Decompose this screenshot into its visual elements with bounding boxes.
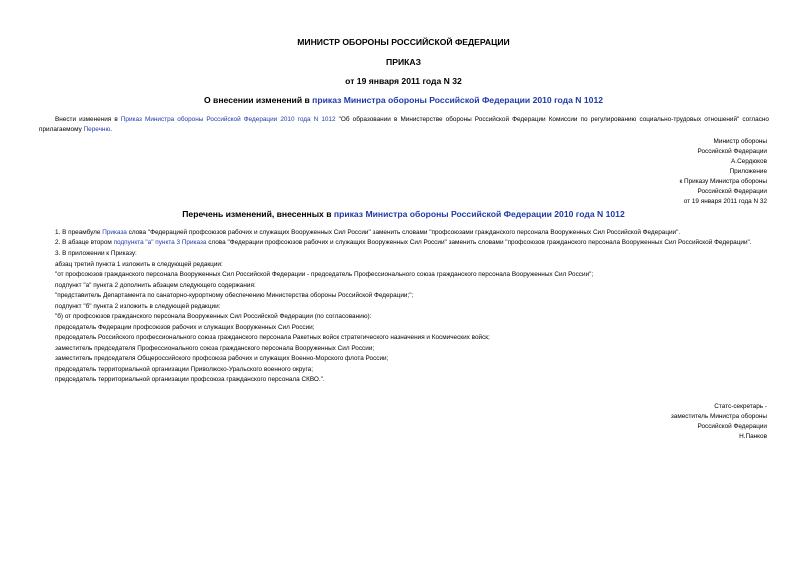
intro-order-link[interactable]: Приказ Министра обороны Российской Федерации 2010 года N 1012 [120, 116, 336, 123]
date-number-heading: от 19 января 2011 года N 32 [345, 76, 462, 86]
item-3 [39, 249, 769, 386]
item-2 [39, 238, 769, 248]
item3-line: подпункт "б" пункта 2 изложить в следующей редакции: [55, 302, 221, 310]
item3-line: председатель территориальной организации Приволжско-Уральского военного округа; [55, 365, 314, 373]
order-title-link[interactable]: приказ Министра обороны Российской Федерации 2010 года N 1012 [312, 95, 604, 105]
item3-line: "от профсоюзов гражданского персонала Вооруженных Сил Российской Федерации - председатель Профессионального союза гражданского персонала Вооруженных Сил России"; [55, 271, 594, 278]
signature1-line-3: А.Сердюков [731, 158, 767, 165]
intro-text-3: . [110, 126, 113, 133]
item3-line: председатель Федерации профсоюзов рабочих и служащих Вооруженных Сил России; [55, 323, 315, 331]
intro-paragraph [39, 115, 769, 135]
item2-order-link[interactable]: Приказа [181, 239, 207, 246]
item2-subclause-link[interactable]: подпункта "а" пункта 3 [113, 239, 181, 246]
signature1-line-1: Министр обороны [713, 138, 767, 145]
item1-order-link[interactable]: Приказа [102, 229, 127, 236]
minister-heading: МИНИСТР ОБОРОНЫ РОССИЙСКОЙ ФЕДЕРАЦИИ [297, 37, 510, 47]
item3-line: председатель территориальной организации профсоюза гражданского персонала СКВО.". [55, 376, 325, 383]
item3-line: 3. В приложении к Приказу: [55, 250, 137, 257]
intro-list-link[interactable]: Перечню [83, 126, 111, 133]
item1-text-1: 1. В преамбуле [55, 229, 103, 236]
signature2-line-3: Российской Федерации [697, 423, 767, 430]
appendix-line-2: к Приказу Министра обороны [679, 178, 767, 185]
order-title [0, 95, 807, 106]
deputy-signature [507, 402, 767, 442]
appendix-line-3: Российской Федерации [697, 188, 767, 195]
item-1 [39, 228, 769, 238]
signature2-line-1: Статс-секретарь - [714, 403, 767, 410]
changes-list [39, 228, 769, 386]
order-title-prefix: О внесении изменений в [203, 95, 313, 105]
item3-line: заместитель председателя Общероссийского профсоюза рабочих и служащих Военно-Морского флота России; [55, 355, 389, 362]
item2-text-2: слова "Федерации профсоюзов рабочих и служащих Вооруженных Сил России" заменить словами "профсоюзов гражданского персонала Вооруженных Сил Российской Федерации". [206, 239, 752, 246]
item2-text-1: 2. В абзаце втором [55, 239, 114, 246]
item3-line: подпункт "а" пункта 2 дополнить абзацем следующего содержания: [55, 281, 256, 289]
list-title-prefix: Перечень изменений, внесенных в [182, 209, 334, 219]
list-title-link[interactable]: приказ Министра обороны Российской Федерации 2010 года N 1012 [333, 209, 625, 219]
intro-text-2: "Об образовании в Министерстве обороны Российской Федерации Комиссии по регулированию социально-трудовых отношений" согласно прилагаемому [39, 116, 769, 133]
item3-line: абзац третий пункта 1 изложить в следующей редакции: [55, 260, 223, 268]
signature1-line-2: Российской Федерации [697, 148, 767, 155]
signature2-line-2: заместитель Министра обороны [670, 413, 767, 420]
item3-line: председатель Российского профессионального союза гражданского персонала Ракетных войск стратегического назначения и Космических войск; [55, 334, 490, 341]
intro-text-1: Внести изменения в [55, 116, 121, 123]
minister-signature [507, 137, 767, 207]
doc-type-heading: ПРИКАЗ [386, 57, 421, 67]
item3-line: "б) от профсоюзов гражданского персонала Вооруженных Сил Российской Федерации (по согласованию): [55, 313, 372, 320]
intro-text [39, 115, 769, 135]
appendix-line-4: от 19 января 2011 года N 32 [683, 198, 767, 205]
item3-line: заместитель председателя Профессионального союза гражданского персонала Вооруженных Сил России; [55, 344, 375, 352]
item1-text-2: слова "Федерацией профсоюзов рабочих и служащих Вооруженных Сил России" заменить словами "профсоюзами гражданского персонала Вооруженных Сил Российской Федерации". [126, 229, 681, 236]
appendix-line-1: Приложение [729, 168, 767, 175]
item3-line: "представитель Департамента по санаторно-курортному обеспечению Министерства обороны Российской Федерации;"; [55, 292, 414, 299]
list-title [0, 209, 807, 220]
signature2-line-4: Н.Панков [739, 433, 767, 440]
